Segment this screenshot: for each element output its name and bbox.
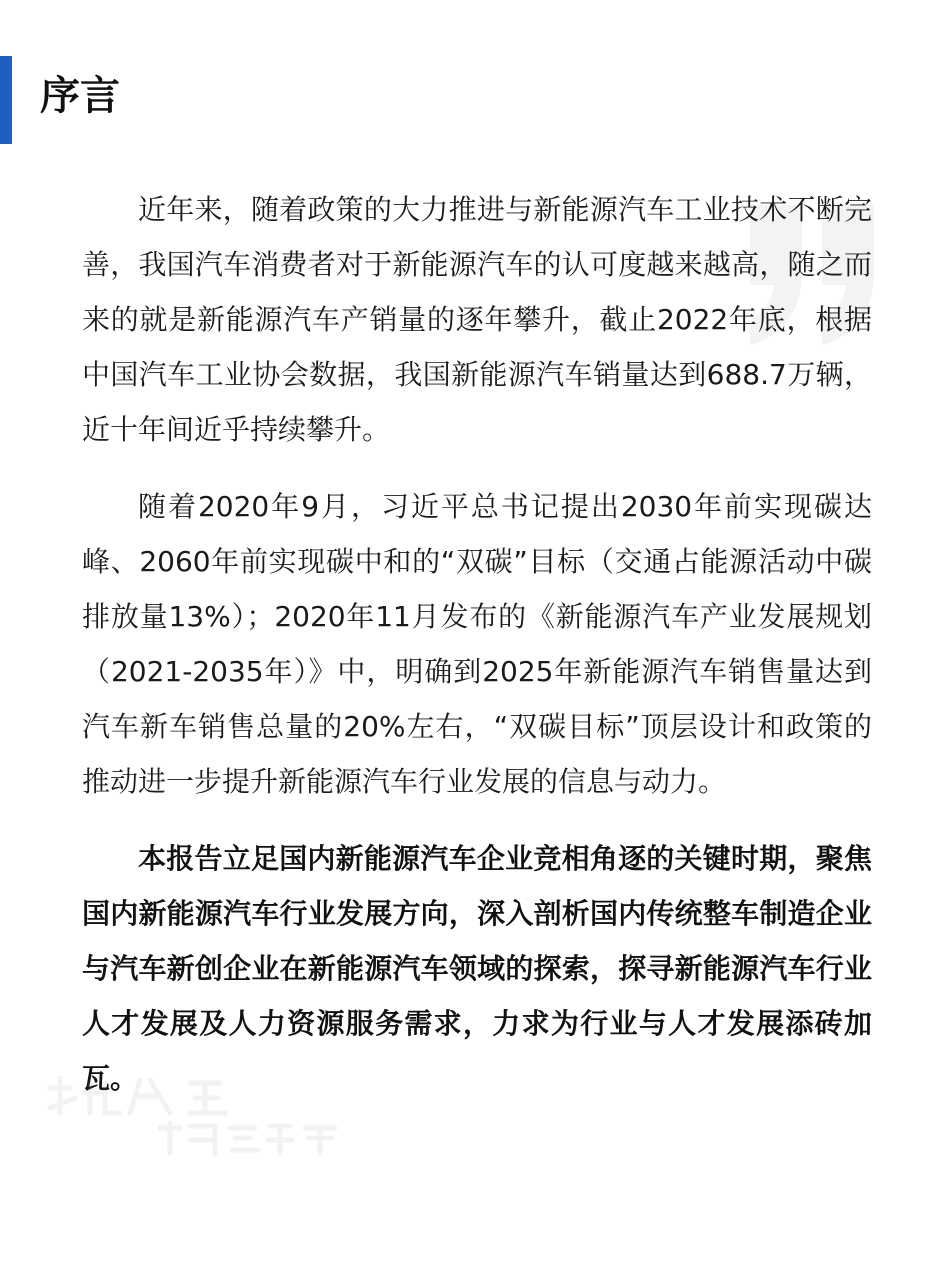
paragraph-intro: 近年来，随着政策的大力推进与新能源汽车工业技术不断完善，我国汽车消费者对于新能源汽车的认可度越来越高，随之而来的就是新能源汽车产销量的逐年攀升，截止2022年底，根据中国汽车工业协会数据，我国新能源汽车销量达到688.7万辆，近十年间近乎持续攀升。 [82, 193, 872, 446]
watermark-logo [40, 1068, 340, 1158]
page-title: 序言 [40, 73, 120, 119]
paragraph-report-purpose: 本报告立足国内新能源汽车企业竞相角逐的关键时期，聚焦国内新能源汽车行业发展方向，深入剖析国内传统整车制造企业与汽车新创企业在新能源汽车领域的探索，探寻新能源汽车行业人才发展及人力资源服务需求，力求为行业与人才发展添砖加瓦。 [82, 842, 872, 1095]
title-accent-bar [0, 56, 12, 144]
preface-body [82, 182, 872, 1128]
paragraph-dual-carbon: 随着2020年9月，习近平总书记提出2030年前实现碳达峰、2060年前实现碳中和的“双碳”目标（交通占能源活动中碳排放量13%）；2020年11月发布的《新能源汽车产业发展规划（2021-2035年）》中，明确到2025年新能源汽车销售量达到汽车新车销售总量的20%左右，“双碳目标”顶层设计和政策的推动进一步提升新能源汽车行业发展的信息与动力。 [82, 490, 872, 798]
